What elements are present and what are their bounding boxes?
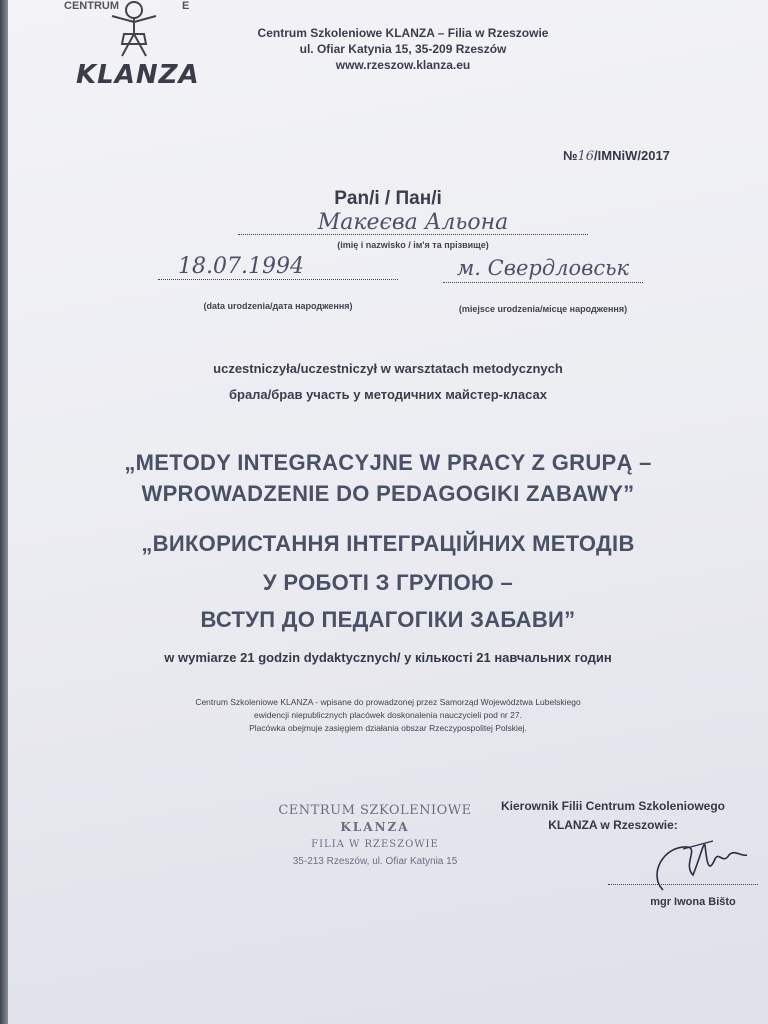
- klanza-logo: [64, 0, 200, 100]
- header-line-3: www.rzeszow.klanza.eu: [335, 58, 471, 72]
- stamp-line-3: FILIA W RZESZOWIE: [311, 839, 439, 850]
- birth-place-caption: (miejsce urodzenia/місце народження): [458, 304, 628, 314]
- docnum-prefix: №: [563, 148, 578, 163]
- title-ua-line-1: „ВИКОРИСТАННЯ ІНТЕГРАЦІЙНИХ МЕТОДІВ: [141, 531, 635, 556]
- birth-date: 18.07.1994: [158, 254, 398, 280]
- stamp-line-1: CENTRUM SZKOLENIOWE: [278, 803, 472, 818]
- birth-date-caption: (data urodzenia/дата народження): [203, 301, 353, 311]
- header-line-1: Centrum Szkoleniowe KLANZA – Filia w Rzeszowie: [257, 26, 549, 40]
- note-line-1: Centrum Szkoleniowe KLANZA - wpisane do prowadzonej przez Samorząd Województwa Lubelskiego: [195, 697, 581, 707]
- note-line-3: Placówka obejmuje zasięgiem działania obszar Rzeczypospolitej Polskiej.: [249, 723, 527, 733]
- director-title-line-2: KLANZA w Rzeszowie:: [548, 818, 678, 832]
- docnum-value: 16: [577, 149, 595, 164]
- stamp-line-2: KLANZA: [340, 820, 410, 834]
- participation-ua: брала/брав участь у методичних майстер-класах: [228, 387, 548, 402]
- registration-note: [168, 696, 608, 735]
- signature-line: [608, 884, 758, 885]
- docnum-suffix: /IMNiW/2017: [594, 148, 670, 163]
- director-name: mgr Iwona Bišto: [650, 896, 736, 908]
- recipient-heading: Pan/i / Пан/і: [334, 188, 442, 209]
- recipient-name: Макеєва Альона: [238, 210, 588, 235]
- note-line-2: ewidencji niepublicznych placówek doskonalenia nauczycieli pod nr 27.: [254, 710, 522, 720]
- handwritten-signature: [643, 835, 753, 895]
- director-title-line-1: Kierownik Filii Centrum Szkoleniowego: [500, 799, 726, 813]
- logo-arc-text: CENTRUM: [64, 0, 119, 12]
- birth-place: м. Свердловськ: [443, 256, 643, 283]
- hours-statement: w wymiarze 21 godzin dydaktycznych/ у кількості 21 навчальних годин: [164, 650, 612, 665]
- title-ua-line-3: ВСТУП ДО ПЕДАГОГІКИ ЗАБАВИ”: [200, 607, 576, 632]
- center-header: [238, 25, 568, 73]
- title-ua-line-2: У РОБОТІ З ГРУПОЮ –: [263, 570, 513, 595]
- director-title: [478, 797, 748, 835]
- logo-wordmark: KLANZA: [76, 60, 200, 90]
- name-caption: (imię i nazwisko / ім'я та прізвище): [337, 240, 489, 250]
- institution-stamp: [270, 802, 480, 870]
- title-pl-line-1: „METODY INTEGRACYJNE W PRACY Z GRUPĄ –: [124, 450, 652, 475]
- stamp-line-4: 35-213 Rzeszów, ul. Ofiar Katynia 15: [292, 856, 458, 867]
- child-figure-icon: [94, 0, 174, 62]
- page-edge: [0, 0, 8, 1024]
- title-pl-line-2: WPROWADZENIE DO PEDAGOGIKI ZABAWY”: [141, 481, 635, 506]
- participation-pl: uczestniczyła/uczestniczył w warsztatach metodycznych: [213, 361, 563, 376]
- logo-arc-text-right: E: [182, 0, 190, 12]
- certificate-page: [8, 0, 768, 1024]
- document-number: [563, 148, 670, 164]
- header-line-2: ul. Ofiar Katynia 15, 35-209 Rzeszów: [299, 42, 507, 56]
